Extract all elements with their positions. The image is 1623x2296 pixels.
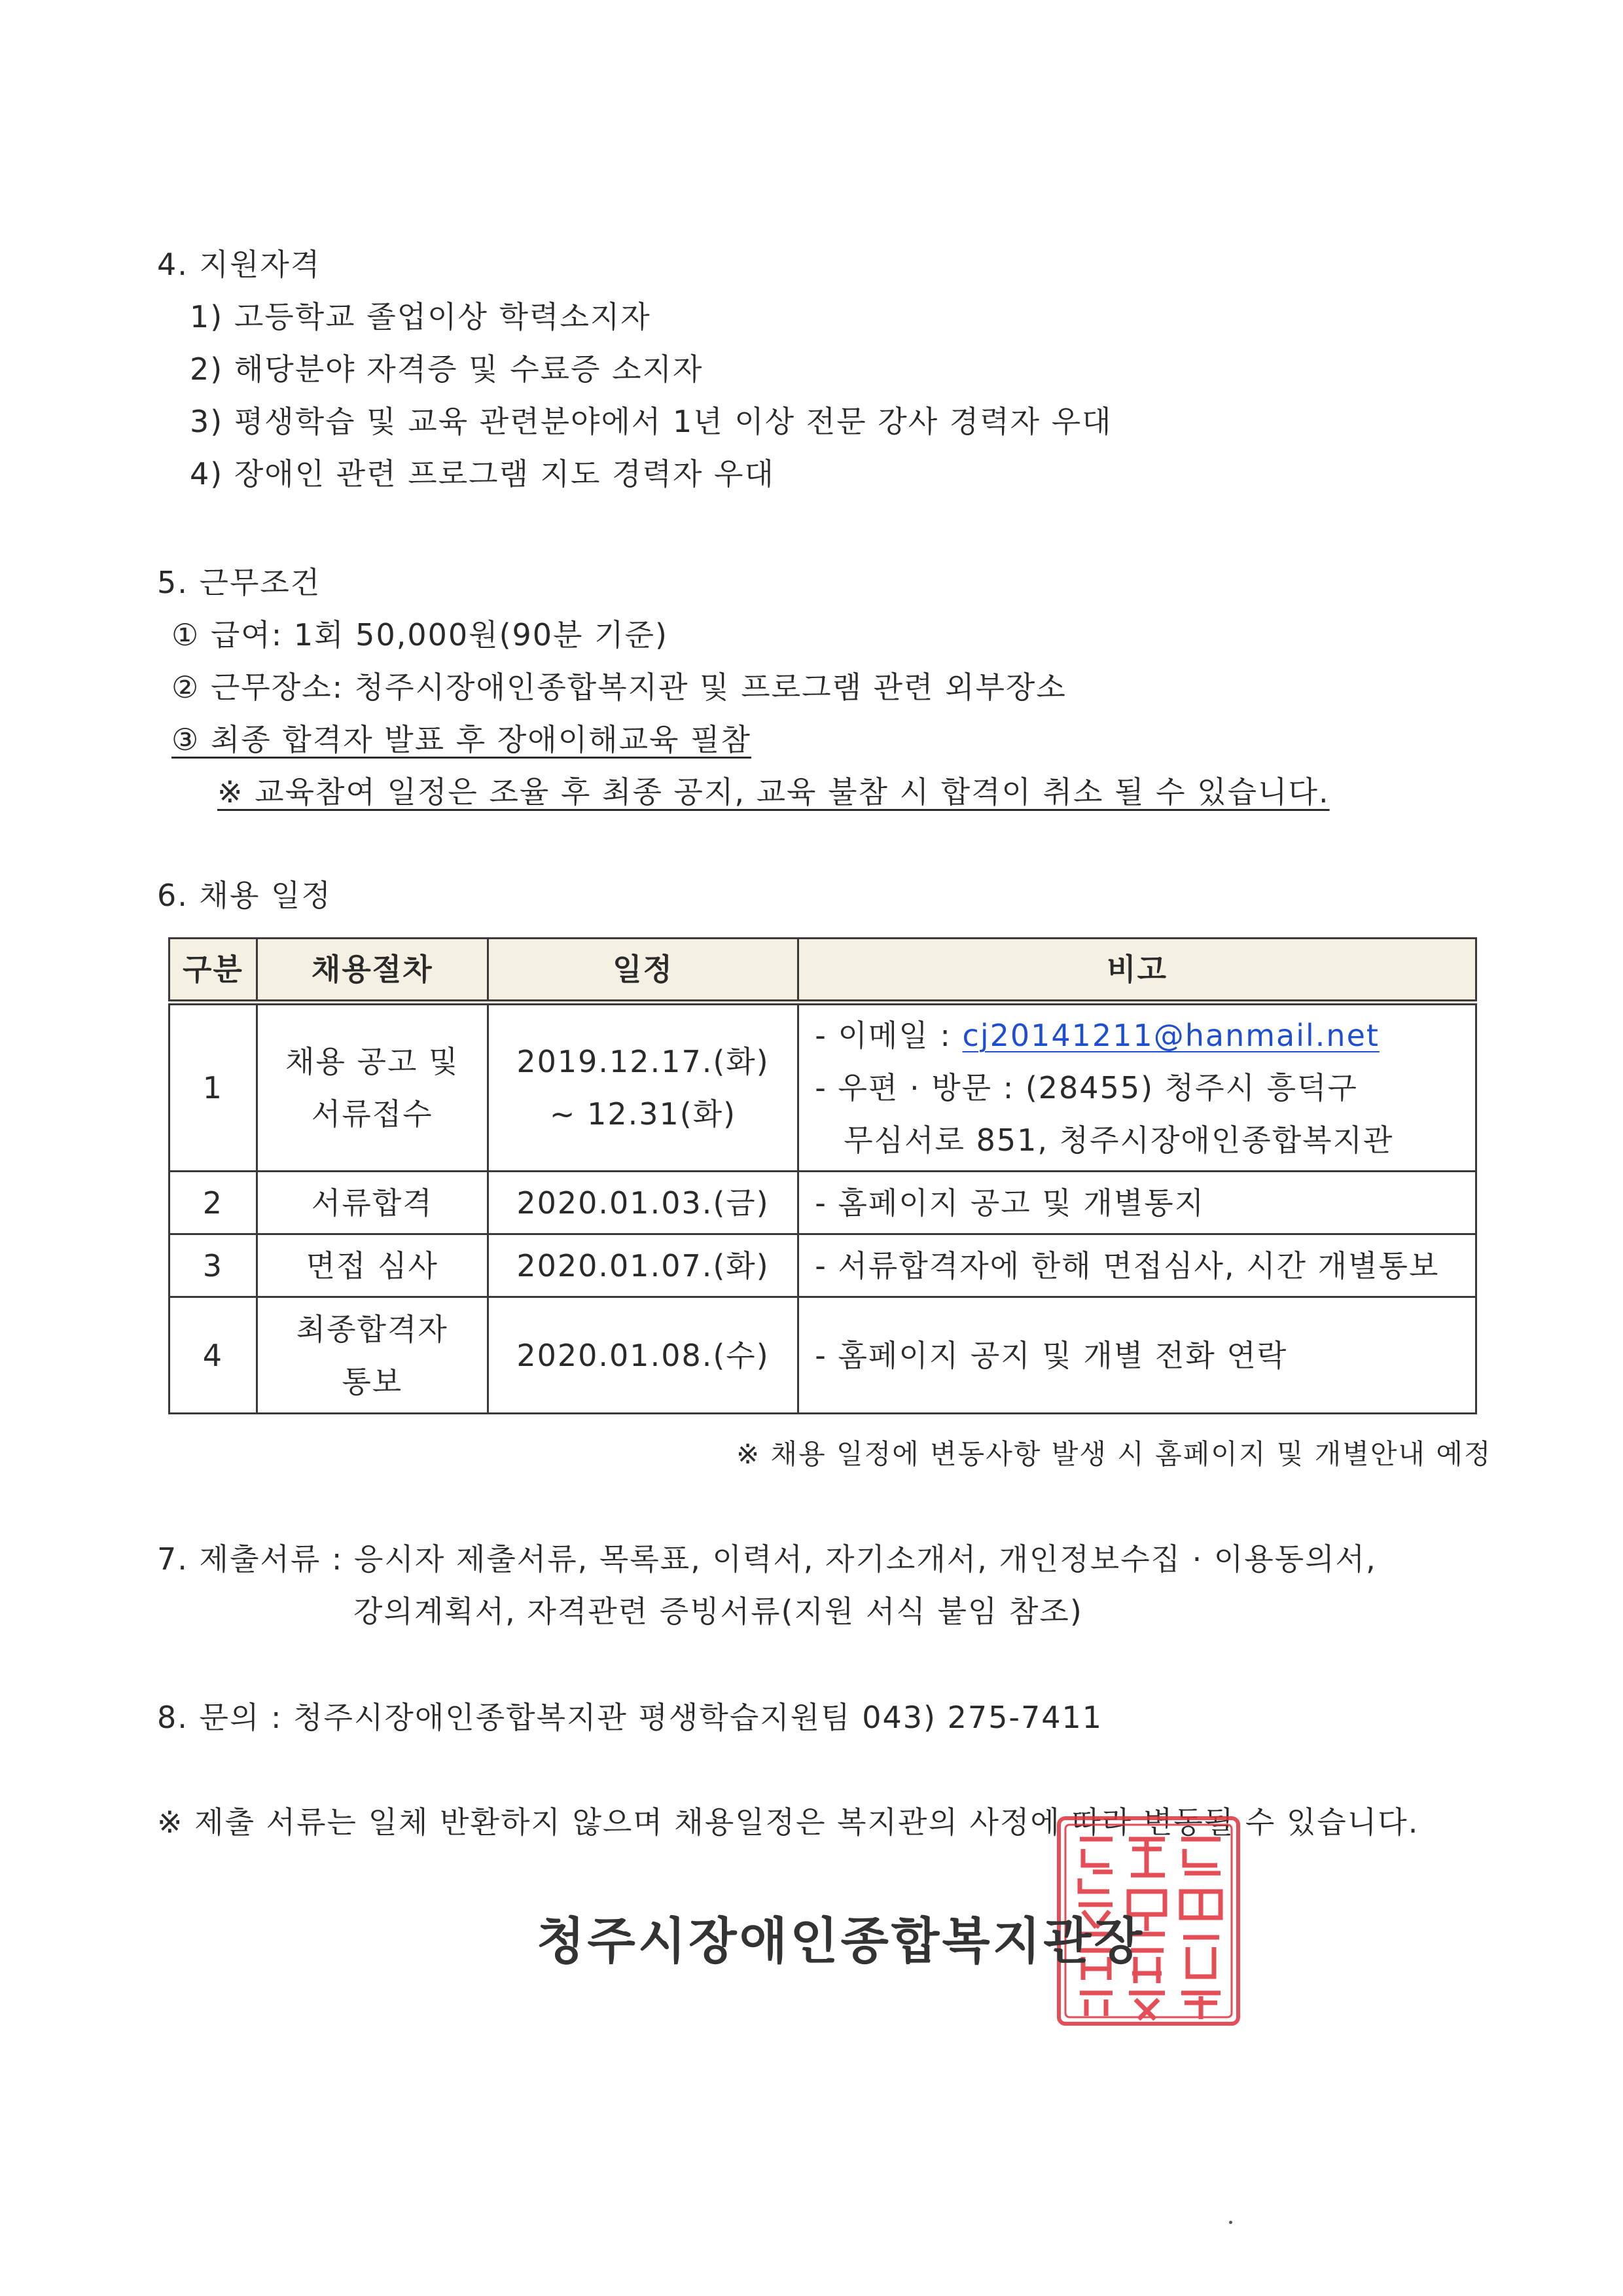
section-8-line: 8. 문의 : 청주시장애인종합복지관 평생학습지원팀 043) 275-7411 (157, 1700, 1103, 1735)
row-number: 4 (169, 1297, 257, 1414)
section-4-heading: 4. 지원자격 (157, 247, 321, 282)
row-date: 2020.01.08.(수) (488, 1297, 798, 1414)
row-step-line: 통보 (342, 1363, 403, 1399)
closing-note: ※ 제출 서류는 일체 반환하지 않으며 채용일정은 복지관의 사정에 따라 변동될 수 있습니다. (157, 1804, 1419, 1840)
row-date (488, 1003, 798, 1172)
section-7-line: 강의계획서, 자격관련 증빙서류(지원 서식 붙임 참조) (353, 1594, 1083, 1629)
row-date-line: 2019.12.17.(화) (516, 1044, 770, 1079)
section-4-item: 1) 고등학교 졸업이상 학력소지자 (190, 299, 651, 334)
row-note-line (815, 1009, 1467, 1062)
row-step: 면접 심사 (257, 1234, 488, 1297)
table-row (169, 1234, 1476, 1297)
section-6-heading: 6. 채용 일정 (157, 878, 332, 913)
section-5-item: ① 급여: 1회 50,000원(90분 기준) (171, 617, 668, 653)
row-note: - 서류합격자에 한해 면접심사, 시간 개별통보 (798, 1234, 1476, 1297)
row-note-line: - 우편 · 방문 : (28455) 청주시 흥덕구 (815, 1070, 1358, 1105)
row-number: 3 (169, 1234, 257, 1297)
email-link[interactable]: cj20141211@hanmail.net (962, 1018, 1380, 1053)
row-note: - 홈페이지 공지 및 개별 전화 연락 (798, 1297, 1476, 1414)
table-row (169, 1297, 1476, 1414)
table-row (169, 1003, 1476, 1172)
row-step-line: 채용 공고 및 (285, 1044, 459, 1079)
table-row (169, 1172, 1476, 1234)
email-label: - 이메일 : (815, 1018, 963, 1053)
table-header-row (169, 939, 1476, 1003)
row-note-line: 무심서로 851, 청주시장애인종합복지관 (844, 1122, 1394, 1158)
column-header: 비고 (798, 939, 1476, 1003)
row-step (257, 1003, 488, 1172)
row-date: 2020.01.07.(화) (488, 1234, 798, 1297)
row-date: 2020.01.03.(금) (488, 1172, 798, 1234)
row-number: 2 (169, 1172, 257, 1234)
row-step: 서류합격 (257, 1172, 488, 1234)
row-date-line: ~ 12.31(화) (549, 1096, 737, 1132)
column-header: 구분 (169, 939, 257, 1003)
row-note (798, 1003, 1476, 1172)
row-step (257, 1297, 488, 1414)
column-header: 채용절차 (257, 939, 488, 1003)
section-5-item: ② 근무장소: 청주시장애인종합복지관 및 프로그램 관련 외부장소 (171, 670, 1067, 705)
section-4-item: 2) 해당분야 자격증 및 수료증 소지자 (190, 351, 704, 387)
row-step-line: 최종합격자 (296, 1311, 448, 1347)
section-5-heading: 5. 근무조건 (157, 565, 321, 600)
signature-title: 청주시장애인종합복지관장 (537, 1912, 1145, 1970)
row-number: 1 (169, 1003, 257, 1172)
column-header: 일정 (488, 939, 798, 1003)
row-step-line: 서류접수 (311, 1096, 433, 1132)
schedule-footnote: ※ 채용 일정에 변동사항 발생 시 홈페이지 및 개별안내 예정 (736, 1438, 1492, 1470)
section-4-item: 3) 평생학습 및 교육 관련분야에서 1년 이상 전문 강사 경력자 우대 (190, 404, 1113, 439)
section-5-item: ③ 최종 합격자 발표 후 장애이해교육 필참 (171, 722, 751, 757)
section-7-line: 7. 제출서류 : 응시자 제출서류, 목록표, 이력서, 자기소개서, 개인정보수집 · 이용동의서, (157, 1541, 1377, 1577)
section-4-item: 4) 장애인 관련 프로그램 지도 경력자 우대 (190, 456, 775, 492)
schedule-table (168, 937, 1477, 1414)
scan-speck (1229, 2221, 1232, 2224)
section-5-note: ※ 교육참여 일정은 조율 후 최종 공지, 교육 불참 시 합격이 취소 될 수 있습니다. (217, 774, 1330, 810)
row-note: - 홈페이지 공고 및 개별통지 (798, 1172, 1476, 1234)
